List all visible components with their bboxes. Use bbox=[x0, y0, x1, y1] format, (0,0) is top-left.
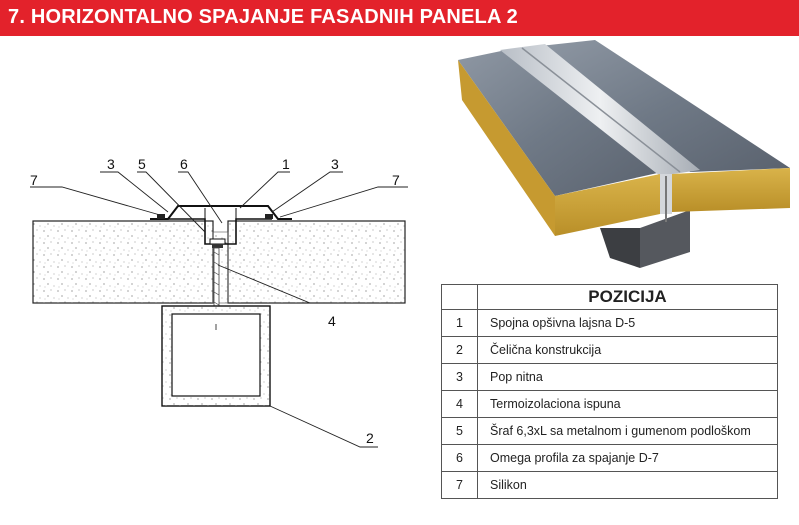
table-header-empty bbox=[442, 285, 478, 310]
label-7-right: 7 bbox=[392, 172, 400, 188]
screw-head bbox=[210, 239, 225, 244]
row-text: Spojna opšivna lajsna D-5 bbox=[478, 310, 778, 337]
table-row bbox=[442, 391, 778, 418]
row-number: 5 bbox=[442, 418, 478, 445]
row-text: Čelična konstrukcija bbox=[478, 337, 778, 364]
page-title: 7. HORIZONTALNO SPAJANJE FASADNIH PANELA 2 bbox=[8, 6, 518, 28]
row-text: Omega profila za spajanje D-7 bbox=[478, 445, 778, 472]
label-7-left: 7 bbox=[30, 172, 38, 188]
label-3-left: 3 bbox=[107, 156, 115, 172]
row-number: 2 bbox=[442, 337, 478, 364]
label-6: 6 bbox=[180, 156, 188, 172]
table-row bbox=[442, 445, 778, 472]
rivet-right bbox=[265, 214, 273, 219]
row-number: 1 bbox=[442, 310, 478, 337]
row-number: 3 bbox=[442, 364, 478, 391]
label-1: 1 bbox=[282, 156, 290, 172]
position-table bbox=[441, 284, 778, 499]
panel-left-fill bbox=[33, 221, 213, 303]
panel-3d-render bbox=[440, 36, 799, 284]
label-4: 4 bbox=[328, 313, 336, 329]
row-text: Silikon bbox=[478, 472, 778, 499]
table-row bbox=[442, 364, 778, 391]
row-text: Termoizolaciona ispuna bbox=[478, 391, 778, 418]
render-beam-side bbox=[600, 228, 640, 268]
table-row bbox=[442, 472, 778, 499]
row-number: 6 bbox=[442, 445, 478, 472]
label-3-right: 3 bbox=[331, 156, 339, 172]
table-row bbox=[442, 418, 778, 445]
row-number: 4 bbox=[442, 391, 478, 418]
panel-right-fill bbox=[228, 221, 405, 303]
row-text: Šraf 6,3xL sa metalnom i gumenom podloškom bbox=[478, 418, 778, 445]
render-wool-front-right bbox=[672, 168, 790, 212]
row-number: 7 bbox=[442, 472, 478, 499]
table-row bbox=[442, 337, 778, 364]
table-heading: POZICIJA bbox=[478, 285, 778, 310]
cross-section-drawing bbox=[0, 36, 440, 525]
table-header-row bbox=[442, 285, 778, 310]
header-bar bbox=[0, 0, 799, 36]
table-row bbox=[442, 310, 778, 337]
screw-washer bbox=[212, 244, 223, 248]
label-2: 2 bbox=[366, 430, 374, 446]
label-5: 5 bbox=[138, 156, 146, 172]
row-text: Pop nitna bbox=[478, 364, 778, 391]
